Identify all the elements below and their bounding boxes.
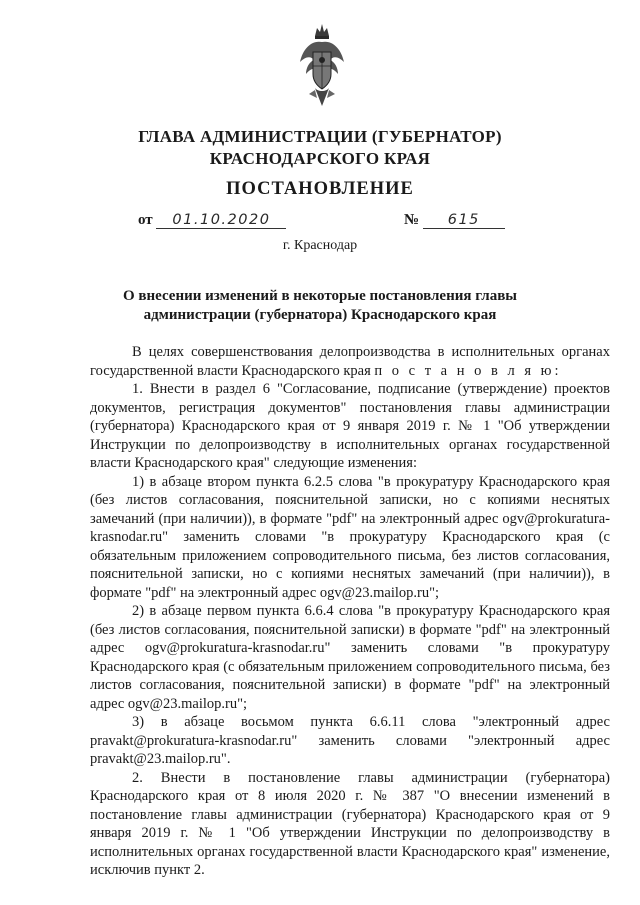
coat-of-arms-emblem [297,22,347,112]
number-label: № [404,212,420,228]
city-name: г. Краснодар [282,238,358,253]
intro-paragraph [90,343,610,380]
header-line-2: КРАСНОДАРСКОГО КРАЯ [209,149,431,168]
date-label: от [138,212,153,228]
date-field [138,212,286,229]
paragraph-2: 2. Внести в постановление главы администрации (губернатора) Краснодарского края от 8 июля 2020 г. № 387 "О внесении изменений в постановление главы администрации (губернатора) Краснодарского края от 9 января 2019 г. № 1 "Об утверждении Инструкции по делопроизводству в исполнительных органах государственной власти Краснодарского края" изменение, исключив пункт 2. [90,769,610,878]
paragraph-1: 1. Внести в раздел 6 "Согласование, подписание (утверждение) проектов документов, регистрация документов" постановления главы администрации (губернатора) Краснодарского края от 9 января 2019 г. № 1 "Об утверждении Инструкции по делопроизводству в исполнительных органах государственной власти Краснодарского края" следующие изменения: [90,381,610,471]
document-body [90,343,610,880]
intro-text: В целях совершенствования делопроизводства в исполнительных органах государственной власти Краснодарского края [90,344,610,379]
number-value: 615 [423,213,505,229]
decree-verb: п о с т а н о в л я ю: [374,362,562,379]
number-field [404,212,505,229]
document-type-title: ПОСТАНОВЛЕНИЕ [226,179,414,199]
subparagraph-1-2: 2) в абзаце первом пункта 6.6.4 слова "в прокуратуру Краснодарского края (без листов согласования, пояснительной записки) в формате "pdf" на электронный адрес ogv@prokuratura-krasnodar.ru" заменить словами "в прокуратуру Краснодарского края (с обязательным приложением сопроводительного письма, без листов согласования, пояснительной записки) в формате "pdf" на электронный адрес ogv@23.mailop.ru"; [90,603,610,712]
subparagraph-1-3: 3) в абзаце восьмом пункта 6.6.11 слова "электронный адрес pravakt@prokuratura-krasnodar.ru" заменить словами "электронный адрес pravakt@23.mailop.ru". [90,714,610,767]
date-value: 01.10.2020 [156,213,286,229]
subparagraph-1-1: 1) в абзаце втором пункта 6.2.5 слова "в прокуратуру Краснодарского края (без листов согласования, пояснительной записки, но с копиями неснятых замечаний (при наличии)), в формате "pdf" на электронный адрес ogv@prokuratura-krasnodar.ru" заменить словами "в прокуратуру Краснодарского края (с обязательным приложением сопроводительного письма, без листов согласования, пояснительной записки, но с копиями неснятых замечаний (при наличии)), в формате "pdf" на электронный адрес ogv@23.mailop.ru"; [90,473,610,601]
header-line-1: ГЛАВА АДМИНИСТРАЦИИ (ГУБЕРНАТОР) [138,127,502,146]
document-subject: О внесении изменений в некоторые постановления главы администрации (губернатора) Краснодарского края [122,288,518,323]
